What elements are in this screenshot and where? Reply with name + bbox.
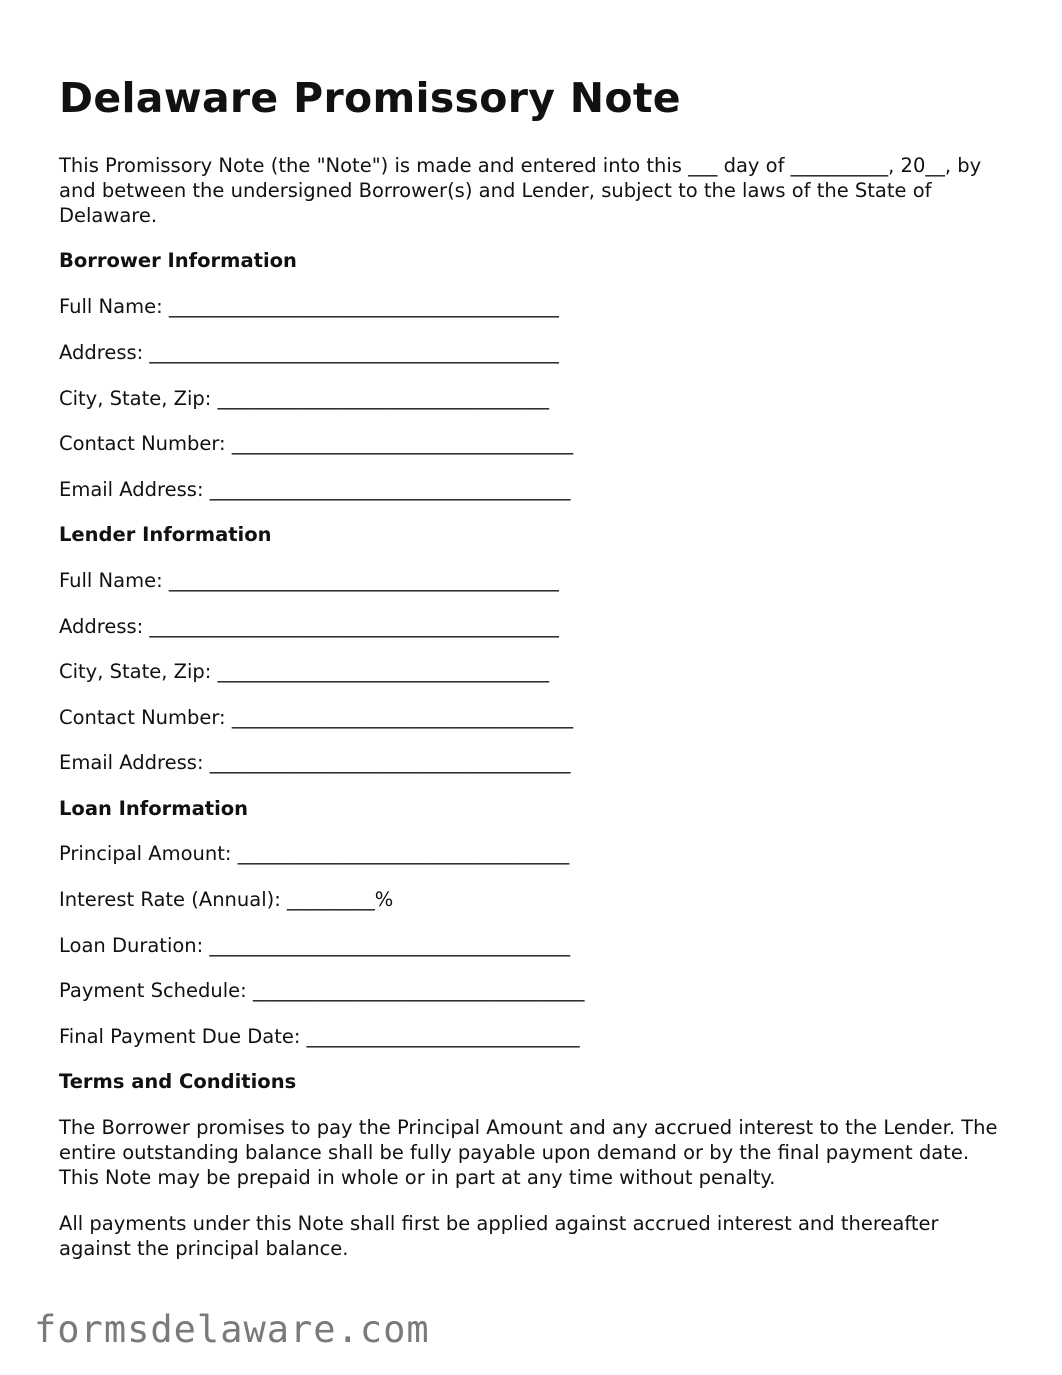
terms-paragraph-1: The Borrower promises to pay the Principal Amount and any accrued interest to the Lender. The entire outstanding balance shall be fully payable upon demand or by the final payment date. This Note may be prepaid in whole or in part at any time without penalty. [59,1116,998,1189]
borrower-address-field[interactable]: Address: __________________________________________ [59,341,559,364]
page-title: Delaware Promissory Note [59,74,681,122]
lender-full-name-field[interactable]: Full Name: ________________________________________ [59,569,559,592]
principal-amount-field[interactable]: Principal Amount: __________________________________ [59,842,570,865]
payment-schedule-field[interactable]: Payment Schedule: __________________________________ [59,979,585,1002]
borrower-city-state-zip-field[interactable]: City, State, Zip: __________________________________ [59,387,550,410]
borrower-heading: Borrower Information [59,249,297,272]
lender-city-state-zip-field[interactable]: City, State, Zip: __________________________________ [59,660,550,683]
intro-paragraph: This Promissory Note (the "Note") is made and entered into this ___ day of __________, 20__, by and between the undersigned Borrower(s) and Lender, subject to the laws of the State of Delaware. [59,154,982,227]
lender-contact-number-field[interactable]: Contact Number: ___________________________________ [59,706,574,729]
lender-heading: Lender Information [59,523,272,546]
interest-rate-field[interactable]: Interest Rate (Annual): _________% [59,888,394,911]
borrower-email-field[interactable]: Email Address: _____________________________________ [59,478,571,501]
borrower-full-name-field[interactable]: Full Name: ________________________________________ [59,295,559,318]
loan-duration-field[interactable]: Loan Duration: _____________________________________ [59,934,571,957]
terms-paragraph-2: All payments under this Note shall first be applied against accrued interest and thereafter against the principal balance. [59,1212,939,1260]
lender-address-field[interactable]: Address: __________________________________________ [59,615,559,638]
final-payment-due-date-field[interactable]: Final Payment Due Date: ____________________________ [59,1025,580,1048]
terms-heading: Terms and Conditions [59,1070,297,1093]
lender-email-field[interactable]: Email Address: _____________________________________ [59,751,571,774]
site-watermark: formsdelaware.com [34,1308,430,1351]
borrower-contact-number-field[interactable]: Contact Number: ___________________________________ [59,432,574,455]
loan-heading: Loan Information [59,797,249,820]
